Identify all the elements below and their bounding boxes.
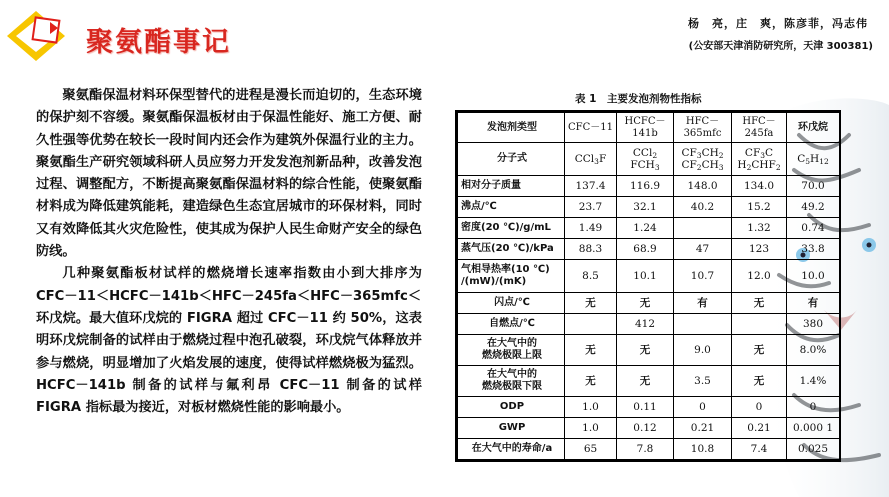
table-cell: 116.9 <box>617 176 674 197</box>
row-label: 沸点/℃ <box>458 197 565 218</box>
table-cell: 1.49 <box>565 218 617 239</box>
table-cell: 47 <box>674 239 732 260</box>
row-label: 气相导热率(10 ℃) /(mW)/(mK) <box>458 260 565 293</box>
table-cell: 无 <box>732 335 787 366</box>
table-row <box>458 418 840 439</box>
table-row <box>458 260 840 293</box>
paragraph-conclusion: 聚氨酯保温材料环保型替代的进程是漫长而迫切的，生态环境的保护刻不容缓。聚氨酯保温板材由于保温性能好、施工方便、耐久性强等优势在较长一段时间内还会作为建筑外保温行业的主力。聚氨酯生产研究领域科研人员应努力开发发泡剂新品种，改善发泡过程、调整配方，不断提高聚氨酯保温材料的综合性能，使聚氨酯材料成为降低建筑能耗，建造绿色生态宜居城市的环保材料，同时又有效降低其火灾危险性，使其成为保护人民生命财产安全的绿色防线。 <box>36 88 422 260</box>
formula-cell: CCl$_3$F <box>565 143 617 176</box>
body-text <box>36 85 422 419</box>
header-agent: HFC－ 245fa <box>732 113 787 143</box>
row-label: 分子式 <box>458 143 565 176</box>
table-cell: 10.8 <box>674 439 732 460</box>
formula-cell: $C_5H_{12}$ <box>787 143 840 176</box>
table-cell: 12.0 <box>732 260 787 293</box>
table-cell: 0 <box>787 397 840 418</box>
row-label: ODP <box>458 397 565 418</box>
table-row <box>458 239 840 260</box>
header-label: 发泡剂类型 <box>458 113 565 143</box>
table-cell: 380 <box>787 314 840 335</box>
formula-cell: CCl$_2$ $FCH_3$ <box>617 143 674 176</box>
table-cell: 40.2 <box>674 197 732 218</box>
table-row <box>458 439 840 460</box>
table-row <box>458 335 840 366</box>
table-cell <box>674 314 732 335</box>
row-label: 密度(20 ℃)/g/mL <box>458 218 565 239</box>
table-cell: 无 <box>565 335 617 366</box>
formula-cell: $CF_3CH_2$ $CF_2CH_3$ <box>674 143 732 176</box>
table-row <box>458 218 840 239</box>
table-cell: 有 <box>674 293 732 314</box>
paragraph-figra: 几种聚氨酯板材试样的燃烧增长速率指数由小到大排序为 CFC－11＜HCFC－141b＜HFC－245fa＜HFC－365mfc＜环戊烷。最大值环戊烷的 FIGRA 超过 CFC－11 约 50%，这表明环戊烷制备的试样由于燃烧过程中泡孔破裂，环戊烷气体释放并参与燃烧，明显增加了火焰发展的速度，使得试样燃烧极为猛烈。HCFC－141b 制备的试样与氟利昂 CFC－11 制备的试样 FIGRA 指标最为接近，对板材燃烧性能的影响最小。 <box>36 266 422 416</box>
table-cell: 10.7 <box>674 260 732 293</box>
table-cell: 无 <box>565 366 617 397</box>
logo-icon <box>6 10 66 62</box>
table-row <box>458 176 840 197</box>
table-cell: 10.0 <box>787 260 840 293</box>
table-cell: 7.4 <box>732 439 787 460</box>
table-cell: 0.21 <box>674 418 732 439</box>
table-caption: 表 1 主要发泡剂物性指标 <box>575 93 702 105</box>
table-cell <box>674 218 732 239</box>
table-cell: 8.0% <box>787 335 840 366</box>
properties-table <box>455 110 841 462</box>
table-cell: 123 <box>732 239 787 260</box>
table-cell: 0.025 <box>787 439 840 460</box>
row-label: 蒸气压(20 ℃)/kPa <box>458 239 565 260</box>
table-cell: 无 <box>565 293 617 314</box>
table-cell: 无 <box>617 293 674 314</box>
row-label: 自燃点/℃ <box>458 314 565 335</box>
row-label: 在大气中的 燃烧极限上限 <box>458 335 565 366</box>
table-cell: 无 <box>617 335 674 366</box>
row-label: 在大气中的寿命/a <box>458 439 565 460</box>
row-label: 相对分子质量 <box>458 176 565 197</box>
table-cell: 70.0 <box>787 176 840 197</box>
table-row <box>458 314 840 335</box>
table-row-formula <box>458 143 840 176</box>
authors: 杨 亮，庄 爽，陈彦菲，冯志伟 <box>688 17 868 30</box>
table-cell <box>565 314 617 335</box>
table-cell: 无 <box>732 366 787 397</box>
table-cell: 15.2 <box>732 197 787 218</box>
table-cell: 88.3 <box>565 239 617 260</box>
table-cell: 49.2 <box>787 197 840 218</box>
table-cell: 0 <box>674 397 732 418</box>
table-cell: 8.5 <box>565 260 617 293</box>
table-cell: 3.5 <box>674 366 732 397</box>
header-agent: HCFC－ 141b <box>617 113 674 143</box>
table-cell: 10.1 <box>617 260 674 293</box>
table-cell: 无 <box>732 293 787 314</box>
table-cell: 有 <box>787 293 840 314</box>
table-cell: 1.32 <box>732 218 787 239</box>
row-label: GWP <box>458 418 565 439</box>
table-cell: 148.0 <box>674 176 732 197</box>
table-cell: 65 <box>565 439 617 460</box>
table-cell: 412 <box>617 314 674 335</box>
table-cell: 134.0 <box>732 176 787 197</box>
table-cell: 0.000 1 <box>787 418 840 439</box>
formula-cell: $CF_3C$ $H_2CHF_2$ <box>732 143 787 176</box>
table-cell <box>732 314 787 335</box>
page-title: 聚氨酯事记 <box>86 27 231 58</box>
table-row <box>458 293 840 314</box>
table-row <box>458 197 840 218</box>
table-cell: 23.7 <box>565 197 617 218</box>
row-label: 闪点/℃ <box>458 293 565 314</box>
table-cell: 9.0 <box>674 335 732 366</box>
table-cell: 0.21 <box>732 418 787 439</box>
table-cell: 1.0 <box>565 397 617 418</box>
affiliation: (公安部天津消防研究所，天津 300381) <box>688 41 873 52</box>
header-agent: CFC－11 <box>565 113 617 143</box>
table-cell: 33.8 <box>787 239 840 260</box>
table-cell: 0.11 <box>617 397 674 418</box>
table-cell: 无 <box>617 366 674 397</box>
table-cell: 32.1 <box>617 197 674 218</box>
table-cell: 137.4 <box>565 176 617 197</box>
table-cell: 0.74 <box>787 218 840 239</box>
table-row <box>458 397 840 418</box>
table-cell: 1.24 <box>617 218 674 239</box>
table-cell: 1.4% <box>787 366 840 397</box>
header-agent: 环戊烷 <box>787 113 840 143</box>
table-cell: 0.12 <box>617 418 674 439</box>
table-cell: 68.9 <box>617 239 674 260</box>
header-agent: HFC－ 365mfc <box>674 113 732 143</box>
table-cell: 1.0 <box>565 418 617 439</box>
table-cell: 0 <box>732 397 787 418</box>
table-row <box>458 366 840 397</box>
table-cell: 7.8 <box>617 439 674 460</box>
row-label: 在大气中的 燃烧极限下限 <box>458 366 565 397</box>
table-header-row <box>458 113 840 143</box>
